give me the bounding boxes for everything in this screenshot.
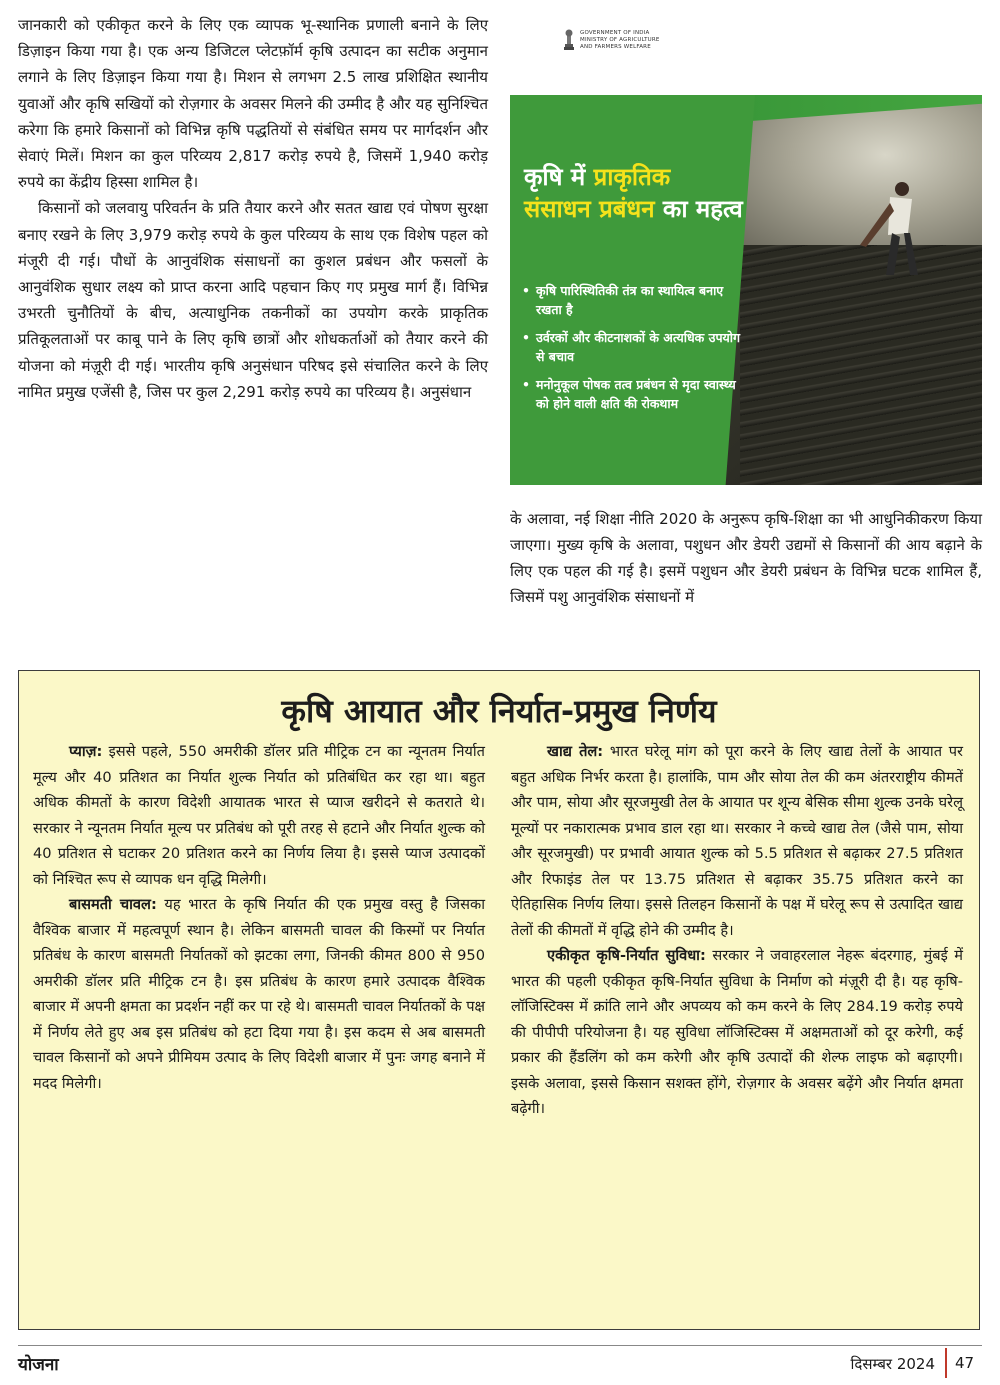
box-column-left bbox=[33, 739, 485, 1096]
infographic-title bbox=[524, 161, 744, 225]
box-paragraph bbox=[33, 739, 485, 892]
government-logo bbox=[562, 28, 702, 56]
title-prefix: कृषि में bbox=[524, 163, 586, 191]
bullet-item: • मनोनुकूल पोषक तत्व प्रबंधन से मृदा स्वास्थ्य को होने वाली क्षति की रोकथाम bbox=[520, 375, 745, 413]
article-paragraph: के अलावा, नई शिक्षा नीति 2020 के अनुरूप कृषि-शिक्षा का भी आधुनिकीकरण किया जाएगा। मुख्य कृषि के अलावा, पशुधन और डेयरी उद्यमों से किसानों की आय बढ़ाने के लिए एक पहल की गई है। इसमें पशुधन और डेयरी प्रबंधन के विभिन्न घटक शामिल हैं, जिसमें पशु आनुवंशिक संसाधनों में bbox=[510, 510, 982, 606]
logo-line: MINISTRY OF AGRICULTURE bbox=[580, 37, 660, 43]
footer-separator bbox=[945, 1348, 947, 1378]
bullet-item: • उर्वरकों और कीटनाशकों के अत्यधिक उपयोग से बचाव bbox=[520, 328, 745, 366]
national-emblem-icon bbox=[562, 28, 576, 52]
box-title: कृषि आयात और निर्यात-प्रमुख निर्णय bbox=[281, 692, 717, 730]
footer-divider bbox=[18, 1345, 982, 1346]
farmer-illustration bbox=[850, 175, 930, 295]
bullet-item: • कृषि पारिस्थितिकी तंत्र का स्थायित्व बनाए रखता है bbox=[520, 281, 745, 319]
term-basmati: बासमती चावल: bbox=[69, 896, 157, 913]
article-column-left bbox=[18, 12, 488, 405]
article-paragraph: जानकारी को एकीकृत करने के लिए एक व्यापक भू-स्थानिक प्रणाली बनाने के लिए डिज़ाइन किया गया है। एक अन्य डिजिटल प्लेटफ़ॉर्म कृषि उत्पादन का सटीक अनुमान लगाने के लिए डिज़ाइन किया गया है। मिशन से लगभग 2.5 लाख प्रशिक्षित स्थानीय युवाओं और कृषि सखियों को रोज़गार के अवसर मिलने की उम्मीद है और यह सुनिश्चित करेगा कि हमारे किसानों को विभिन्न कृषि पद्धतियों से संबंधित समय पर मार्गदर्शन और सेवाएं मिलें। मिशन का कुल परिव्यय 2,817 करोड़ रुपये है, जिसमें 1,940 करोड़ रुपये का केंद्रीय हिस्सा शामिल है। bbox=[18, 16, 488, 192]
box-paragraph bbox=[511, 943, 963, 1122]
page-number: 47 bbox=[955, 1354, 975, 1372]
title-suffix: का महत्व bbox=[662, 195, 743, 223]
paragraph-text: सरकार ने जवाहरलाल नेहरू बंदरगाह, मुंबई में भारत की पहली एकीकृत कृषि-निर्यात सुविधा के निर्माण को मंज़ूरी दी है। यह कृषि-लॉजिस्टिक्स में क्रांति लाने और अपव्यय को कम करने के लिए 284.19 करोड़ रुपये की पीपीपी परियोजना है। यह सुविधा लॉजिस्टिक्स में अक्षमताओं को दूर करेगी, कई प्रकार की हैंडलिंग को कम करेगी और कृषि उत्पादों की शेल्फ लाइफ को बढ़ाएगी। इसके अलावा, इससे किसान सशक्त होंगे, रोज़गार के अवसर बढ़ेंगे और निर्यात क्षमता बढ़ेगी। bbox=[511, 947, 963, 1117]
article-column-right bbox=[510, 506, 982, 610]
logo-line: AND FARMERS WELFARE bbox=[580, 44, 651, 50]
term-edible-oil: खाद्य तेल: bbox=[547, 743, 604, 760]
infographic-panel bbox=[510, 95, 982, 485]
term-agri-export-facility: एकीकृत कृषि-निर्यात सुविधा: bbox=[547, 947, 706, 964]
article-paragraph: किसानों को जलवायु परिवर्तन के प्रति तैयार करने और सतत खाद्य एवं पोषण सुरक्षा बनाए रखने के लिए 3,979 करोड़ रुपये के कुल परिव्यय के साथ एक विशेष पहल को मंजूरी दी गई। पौधों के आनुवंशिक संसाधनों का कुशल प्रबंधन और फसलों के आनुवंशिक सुधार लक्ष्य को प्राप्त करना आदि पहचान किए गए प्रमुख मार्ग हैं। विभिन्न उभरती चुनौतियों के बीच, अत्याधुनिक तकनीकों का उपयोग करके प्राकृतिक प्रतिकूलताओं पर काबू पाने के लिए कृषि छात्रों और शोधकर्ताओं को तैयार करने की योजना को मंज़ूरी दी गई। भारतीय कृषि अनुसंधान परिषद इसे संचालित करने के लिए नामित प्रमुख एजेंसी है, जिस पर कुल 2,291 करोड़ रुपये का परिव्यय है। अनुसंधान bbox=[18, 199, 488, 401]
infographic-bullets bbox=[520, 281, 745, 422]
magazine-name: योजना bbox=[18, 1355, 59, 1375]
box-column-right bbox=[511, 739, 963, 1122]
term-onion: प्याज़: bbox=[69, 743, 103, 760]
paragraph-text: भारत घरेलू मांग को पूरा करने के लिए खाद्य तेलों के आयात पर बहुत अधिक निर्भर करता है। हालांकि, पाम और सोया तेल की कम अंतरराष्ट्रीय कीमतें और पाम, सोया और सूरजमुखी तेल के आयात पर शून्य बेसिक सीमा शुल्क उनके घरेलू मूल्यों पर नकारात्मक प्रभाव डाल रहा था। सरकार ने कच्चे खाद्य तेल (जैसे पाम, सोया और सूरजमुखी) पर प्रभावी आयात शुल्क को 5.5 प्रतिशत से बढ़ाकर 27.5 प्रतिशत और रिफाइंड तेल पर 13.75 प्रतिशत से बढ़ाकर 35.75 प्रतिशत करने का ऐतिहासिक निर्णय लिया। इससे तिलहन किसानों के पक्ष में घरेलू रूप से उत्पादित खाद्य तेलों की कीमतों में वृद्धि होने की उम्मीद है। bbox=[511, 743, 964, 939]
box-paragraph bbox=[511, 739, 963, 943]
issue-date: दिसम्बर 2024 bbox=[850, 1355, 935, 1373]
box-paragraph bbox=[33, 892, 485, 1096]
title-highlight: प्राकृतिक संसाधन प्रबंधन bbox=[524, 163, 671, 223]
paragraph-text: यह भारत के कृषि निर्यात की एक प्रमुख वस्तु है जिसका वैश्विक बाजार में महत्वपूर्ण स्थान है। लेकिन बासमती चावल की किस्मों पर निर्यात प्रतिबंध के कारण बासमती निर्यातकों को झटका लगा, जिनकी कीमत 800 से 950 अमरीकी डॉलर प्रति मीट्रिक टन है। इस प्रतिबंध के कारण हमारे उत्पादक वैश्विक बाजार में अपनी क्षमता का प्रदर्शन नहीं कर पा रहे थे। बासमती चावल निर्यातकों के पक्ष में निर्णय लेते हुए अब इस प्रतिबंध को हटा दिया गया है। इस कदम से अब बासमती चावल किसानों को अपने प्रीमियम उत्पाद के लिए विदेशी बाजार में पुनः जगह बनाने में मदद मिलेगी। bbox=[33, 896, 485, 1092]
decisions-box bbox=[18, 670, 980, 1330]
logo-line: GOVERNMENT OF INDIA bbox=[580, 30, 650, 36]
paragraph-text: इससे पहले, 550 अमरीकी डॉलर प्रति मीट्रिक टन का न्यूनतम निर्यात मूल्य और 40 प्रतिशत का निर्यात शुल्क निर्यात को प्रतिबंधित कर रहा था। बहुत अधिक कीमतों के कारण विदेशी आयातक भारत से प्याज खरीदने से कतराते थे। सरकार ने न्यूनतम निर्यात मूल्य पर प्रतिबंध को पूरी तरह से हटाने और निर्यात शुल्क को 40 प्रतिशत से घटाकर 20 प्रतिशत करने का निर्णय लिया है। इससे प्याज उत्पादकों को निश्चित रूप से व्यापक धन वृद्धि मिलेगी। bbox=[33, 743, 485, 888]
